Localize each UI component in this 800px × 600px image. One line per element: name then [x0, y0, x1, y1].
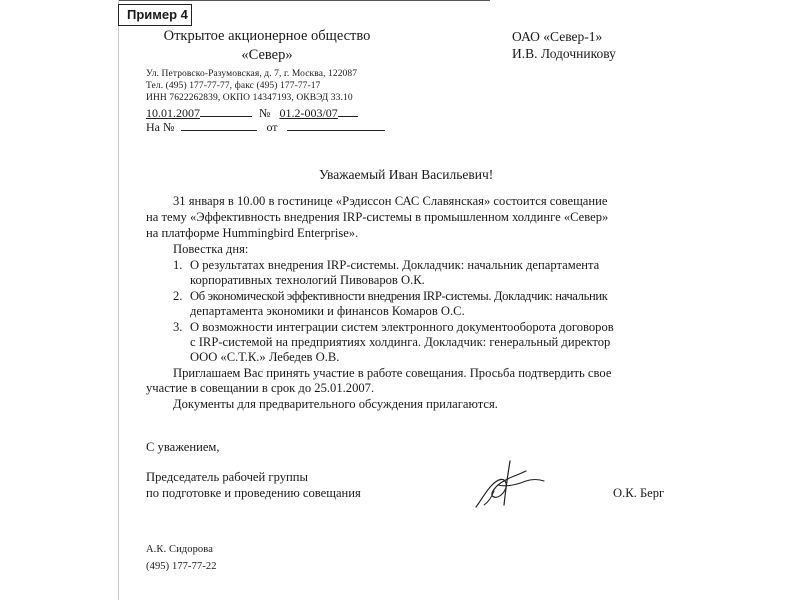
- left-margin-rule: [118, 0, 119, 600]
- sender-org-line2: «Север»: [241, 47, 293, 63]
- date-underline: [200, 106, 252, 117]
- registration-number-sign: №: [259, 106, 271, 120]
- agenda-item-2-line-1: Об экономической эффективности внедрения IRP-системы. Докладчик: начальник: [190, 289, 608, 303]
- handwritten-signature: [470, 455, 550, 515]
- reference-row: [146, 120, 385, 135]
- agenda-item-1-line-2: корпоративных технологий Пивоваров О.К.: [190, 273, 425, 287]
- number-underline: [338, 106, 358, 117]
- addressee-person: И.В. Лодочникову: [512, 46, 616, 61]
- closing-regards: С уважением,: [146, 440, 220, 454]
- sender-codes: ИНН 7622262839, ОКПО 14347193, ОКВЭД 33.10: [146, 93, 353, 103]
- registration-row: [146, 106, 358, 121]
- example-label: Пример 4: [118, 4, 192, 26]
- sender-org-line1: Открытое акционерное общество: [163, 28, 371, 44]
- paragraph-3: Документы для предварительного обсуждения прилагаются.: [173, 397, 498, 411]
- agenda-item-3-line-1: О возможности интеграции систем электронного документооборота договоров: [190, 320, 614, 334]
- signer-title-line-2: по подготовке и проведению совещания: [146, 486, 361, 500]
- reference-number-line: [181, 120, 257, 131]
- agenda-item-3-line-2: с IRP-системой на предприятиях холдинга. Докладчик: генеральный директор: [190, 335, 611, 349]
- paragraph-2-line-2: участие в совещании в срок до 25.01.2007.: [146, 381, 375, 395]
- executor-name: А.К. Сидорова: [146, 544, 213, 555]
- agenda-item-1-line-1: О результатах внедрения IRP-системы. Докладчик: начальник департамента: [190, 258, 600, 272]
- agenda-item-3-number: 3.: [173, 320, 183, 334]
- paragraph-1-line-3: на платформе Hummingbird Enterprise».: [146, 226, 359, 240]
- agenda-title: Повестка дня:: [173, 242, 249, 256]
- reference-date-line: [287, 120, 385, 131]
- registration-date: 10.01.2007: [146, 106, 200, 120]
- paragraph-2-line-1: Приглашаем Вас принять участие в работе совещания. Просьба подтвердить свое: [173, 366, 612, 380]
- top-rule: [118, 0, 490, 1]
- signer-title-line-1: Председатель рабочей группы: [146, 470, 308, 484]
- addressee-org: ОАО «Север-1»: [512, 29, 603, 44]
- paragraph-1-line-1: 31 января в 10.00 в гостинице «Рэдиссон САС Славянская» состоится совещание: [173, 194, 608, 208]
- agenda-item-3-line-3: ООО «С.Т.К.» Лебедев О.В.: [190, 350, 340, 364]
- sender-phone: Тел. (495) 177-77-77, факс (495) 177-77-17: [146, 81, 321, 91]
- registration-number: 01.2-003/07: [279, 106, 338, 120]
- paragraph-1-line-2: на тему «Эффективность внедрения IRP-системы в промышленном холдинге «Север»: [146, 210, 609, 224]
- reference-from-label: от: [266, 120, 278, 134]
- sender-address: Ул. Петровско-Разумовская, д. 7, г. Москва, 122087: [146, 69, 358, 79]
- agenda-item-1-number: 1.: [173, 258, 183, 272]
- reference-label: На №: [146, 120, 175, 134]
- agenda-item-2-number: 2.: [173, 289, 183, 303]
- signer-name: О.К. Берг: [613, 486, 665, 500]
- agenda-item-2-line-2: департамента экономики и финансов Комаров О.С.: [190, 304, 465, 318]
- greeting: Уважаемый Иван Васильевич!: [319, 167, 494, 182]
- executor-phone: (495) 177-77-22: [146, 561, 217, 572]
